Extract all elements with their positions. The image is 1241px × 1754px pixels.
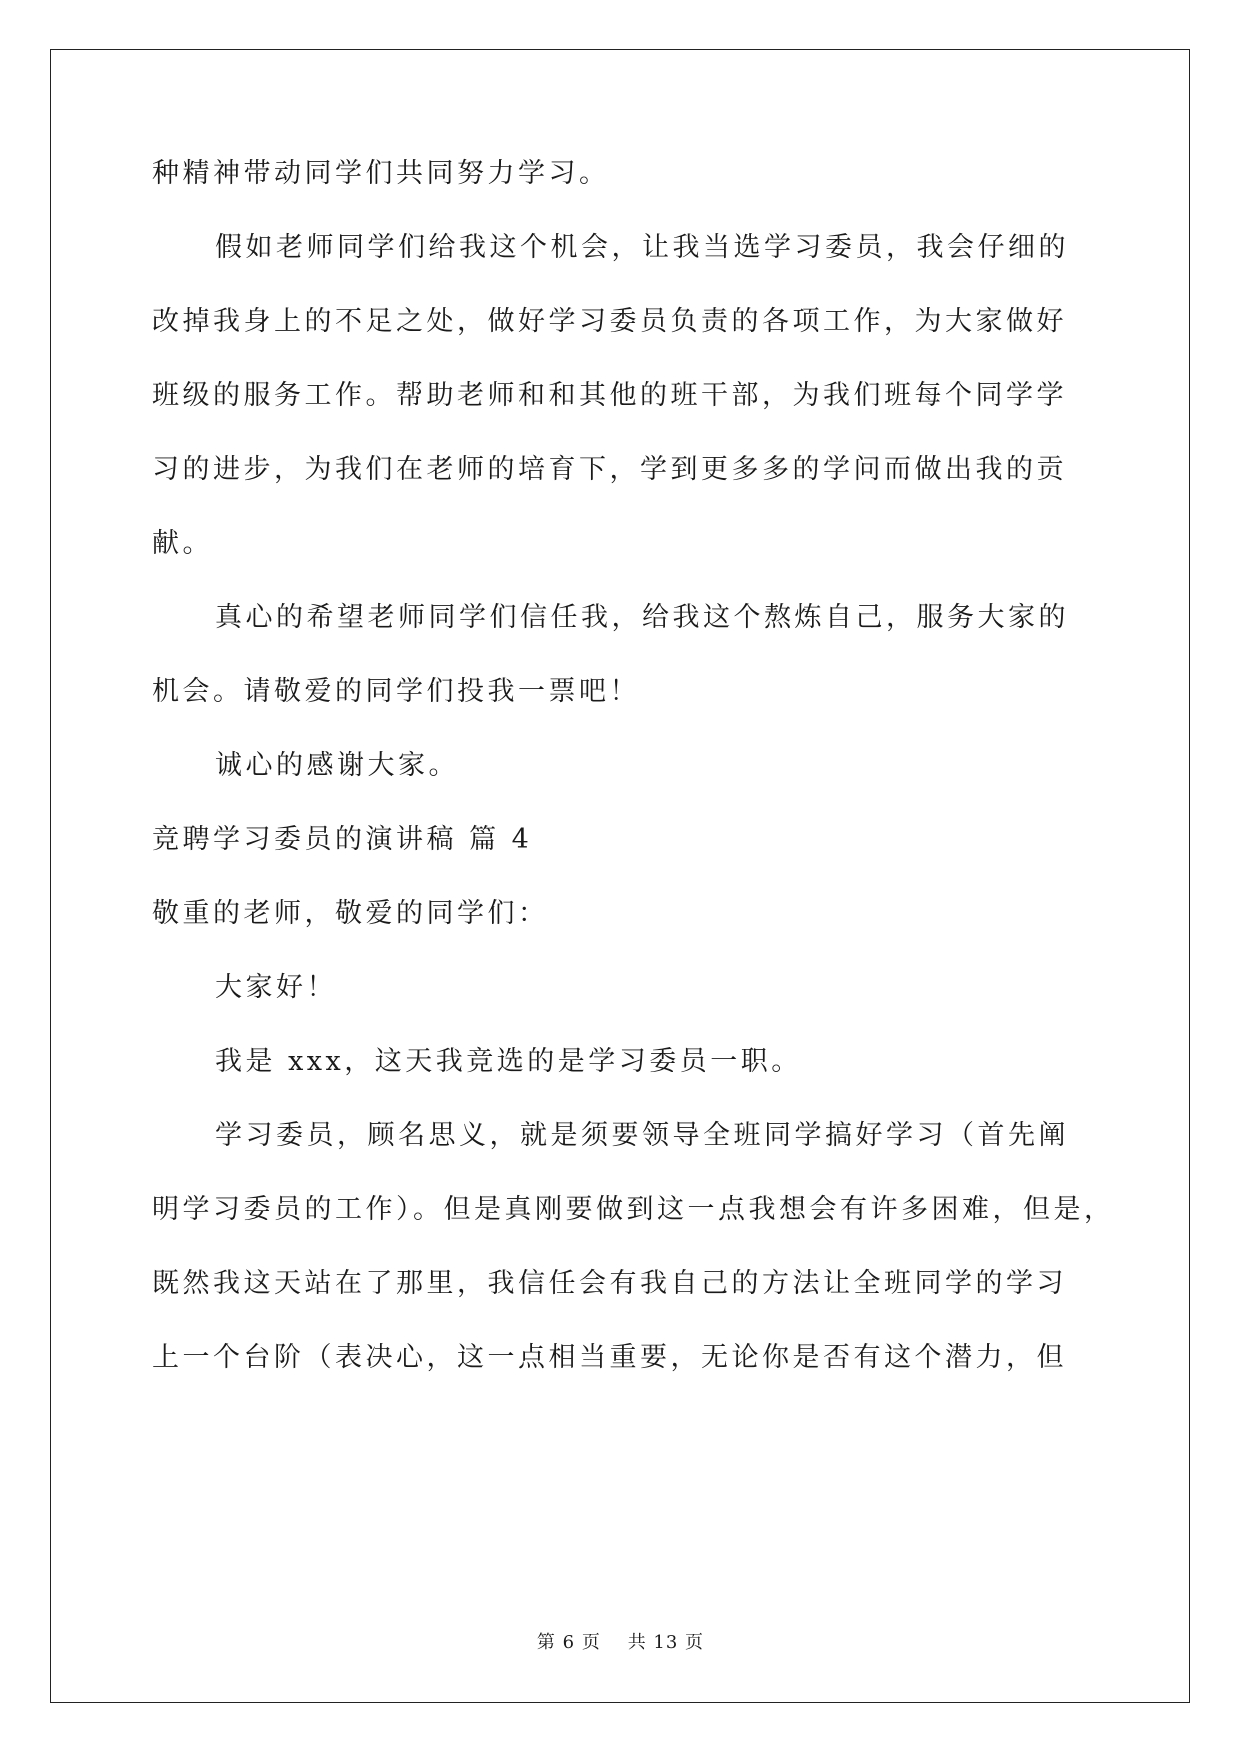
page-number: 第 6 页 共 13 页 xyxy=(536,1632,705,1653)
text-line: 种精神带动同学们共同努力学习。 xyxy=(152,158,610,189)
section-heading: 竞聘学习委员的演讲稿 篇 4 xyxy=(152,824,533,855)
text-line: 明学习委员的工作）。但是真刚要做到这一点我想会有许多困难，但是， xyxy=(152,1194,1115,1225)
text-line: 既然我这天站在了那里，我信任会有我自己的方法让全班同学的学习 xyxy=(152,1268,1067,1299)
text-line: 我是 xxx，这天我竞选的是学习委员一职。 xyxy=(215,1046,802,1077)
salutation: 敬重的老师，敬爱的同学们： xyxy=(152,898,549,929)
text-line: 假如老师同学们给我这个机会，让我当选学习委员，我会仔细的 xyxy=(215,232,1069,263)
text-line: 班级的服务工作。帮助老师和和其他的班干部，为我们班每个同学学 xyxy=(152,380,1067,411)
text-line: 献。 xyxy=(152,528,213,559)
text-line: 习的进步，为我们在老师的培育下，学到更多多的学问而做出我的贡 xyxy=(152,454,1067,485)
text-line: 诚心的感谢大家。 xyxy=(215,750,459,781)
text-line: 上一个台阶（表决心，这一点相当重要，无论你是否有这个潜力，但 xyxy=(152,1342,1067,1373)
text-line: 机会。请敬爱的同学们投我一票吧！ xyxy=(152,676,640,707)
text-line: 学习委员，顾名思义，就是须要领导全班同学搞好学习（首先阐 xyxy=(215,1120,1069,1151)
text-line: 真心的希望老师同学们信任我，给我这个熬炼自己，服务大家的 xyxy=(215,602,1069,633)
page-border xyxy=(50,49,1190,1703)
text-line: 改掉我身上的不足之处，做好学习委员负责的各项工作，为大家做好 xyxy=(152,306,1067,337)
greeting: 大家好！ xyxy=(215,972,337,1003)
